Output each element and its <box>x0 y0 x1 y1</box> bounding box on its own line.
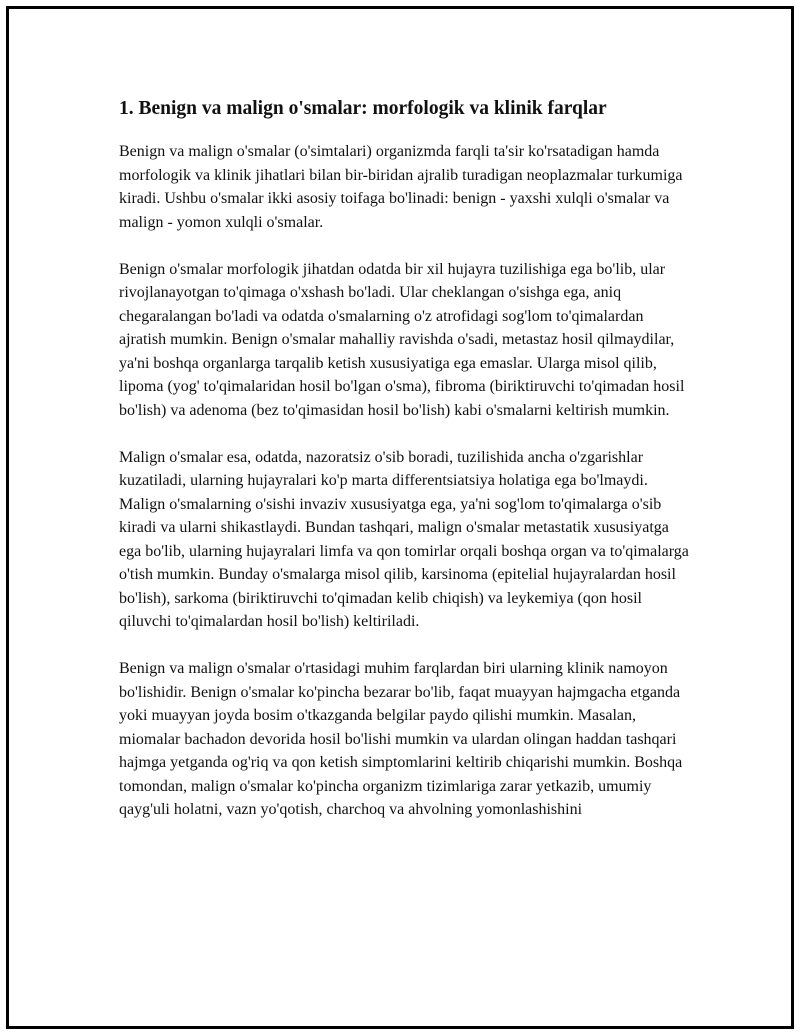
page-frame <box>6 6 794 1029</box>
document-body <box>119 97 694 845</box>
paragraph-benign: Benign o'smalar morfologik jihatdan odatda bir xil hujayra tuzilishiga ega bo'lib, ular rivojlanayotgan to'qimaga o'xshash bo'ladi. Ular cheklangan o'sishga ega, aniq chegaralangan bo'ladi va odatda o'smalarning o'z atrofidagi sog'lom to'qimalardan ajratish mumkin. Benign o'smalar mahalliy ravishda o'sadi, metastaz hosil qilmaydilar, ya'ni boshqa organlarga tarqalib ketish xususiyatiga ega emaslar. Ularga misol qilib, lipoma (yog' to'qimalaridan hosil bo'lgan o'sma), fibroma (biriktiruvchi to'qimadan hosil bo'lish) va adenoma (bez to'qimasidan hosil bo'lish) kabi o'smalarni keltirish mumkin. <box>119 260 685 419</box>
paragraph-clinical: Benign va malign o'smalar o'rtasidagi muhim farqlardan biri ularning klinik namoyon bo'lishidir. Benign o'smalar ko'pincha bezarar bo'lib, faqat muayyan hajmgacha etganda yoki muayyan joyda bosim o'tkazganda belgilar paydo qilishi mumkin. Masalan, miomalar bachadon devorida hosil bo'lishi mumkin va ulardan olingan haddan tashqari hajmga yetganda og'riq va qon ketish simptomlarini keltirib chiqarishi mumkin. Boshqa tomondan, malign o'smalar ko'pincha organizm tizimlariga zarar yetkazib, umumiy qayg'uli holatni, vazn yo'qotish, charchoq va ahvolning yomonlashishini <box>119 660 683 818</box>
section-heading: 1. Benign va malign o'smalar: morfologik va klinik farqlar <box>119 98 607 119</box>
paragraph-malign: Malign o'smalar esa, odatda, nazoratsiz o'sib boradi, tuzilishida ancha o'zgarishlar kuzatiladi, ularning hujayralari ko'p marta differentsiatsiya holatiga ega bo'lmaydi. Malign o'smalarning o'sishi invaziv xususiyatga ega, ya'ni sog'lom to'qimalarga o'sib kiradi va ularni shikastlaydi. Bundan tashqari, malign o'smalar metastatik xususiyatga ega bo'lib, ularning hujayralari limfa va qon tomirlar orqali boshqa organ va to'qimalarga o'tish mumkin. Bunday o'smalarga misol qilib, karsinoma (epitelial hujayralardan hosil bo'lish), sarkoma (biriktiruvchi to'qimadan kelib chiqish) va leykemiya (qon hosil qiluvchi to'qimalardan hosil bo'lish) keltiriladi. <box>119 448 689 630</box>
paragraph-intro: Benign va malign o'smalar (o'simtalari) organizmda farqli ta'sir ko'rsatadigan hamda morfologik va klinik jihatlari bilan bir-biridan ajralib turadigan neoplazmalar turkumiga kiradi. Ushbu o'smalar ikki asosiy toifaga bo'linadi: benign - yaxshi xulqli o'smalar va malign - yomon xulqli o'smalar. <box>119 143 683 231</box>
